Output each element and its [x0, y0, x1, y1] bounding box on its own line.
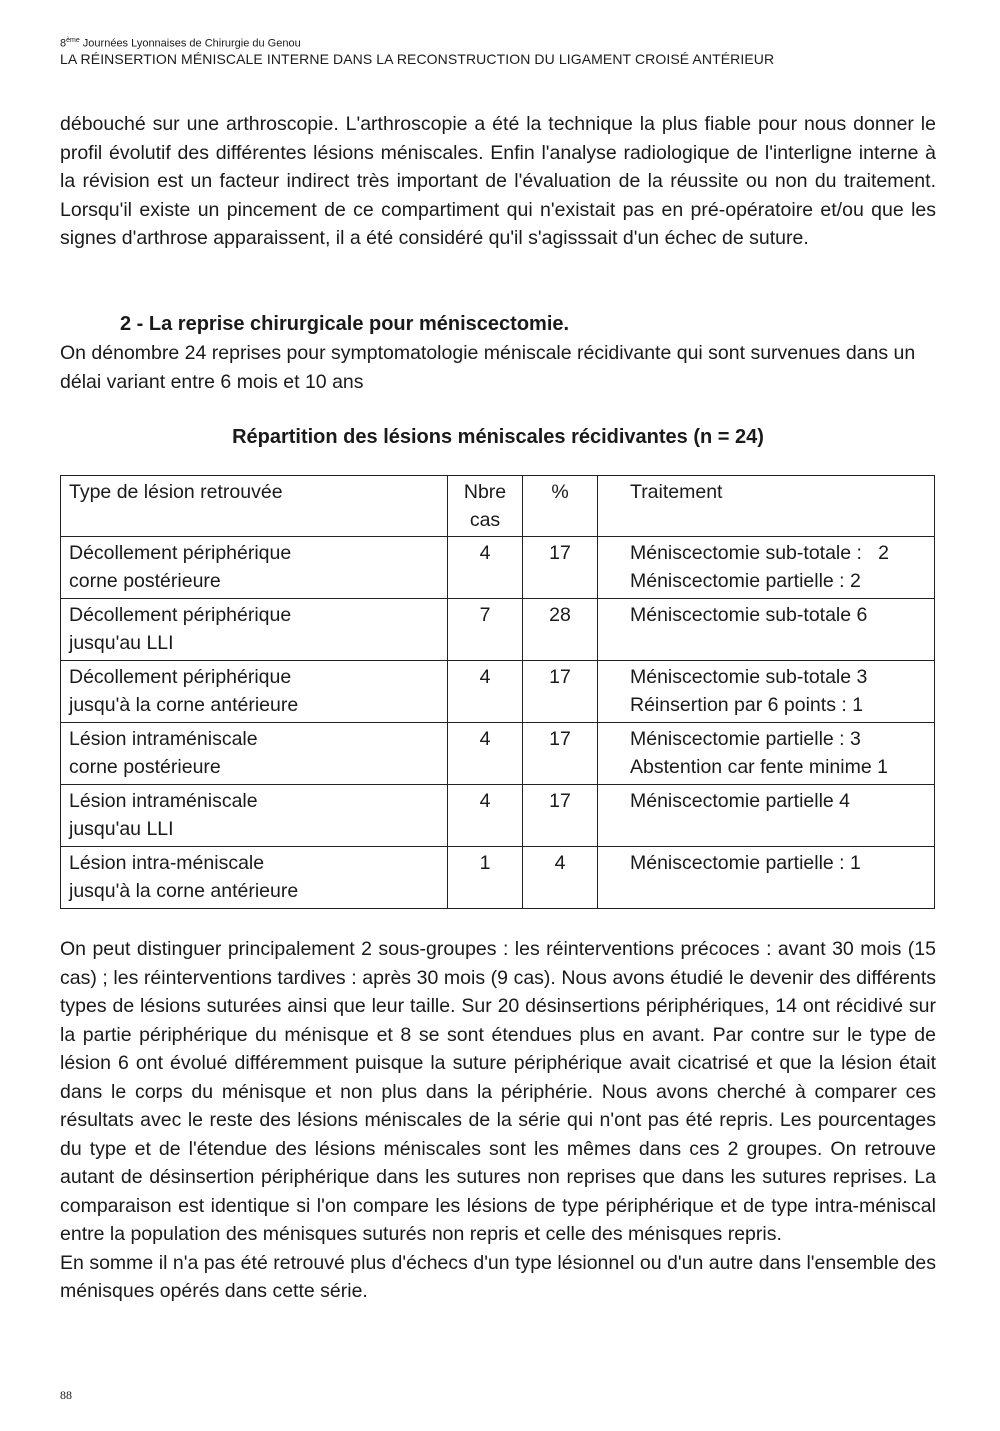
table-row [61, 847, 935, 909]
lesions-table [60, 475, 935, 909]
paragraph-intro: débouché sur une arthroscopie. L'arthroscopie a été la technique la plus fiable pour nous donner le profil évolutif des différentes lésions méniscales. Enfin l'analyse radiologique de l'interligne interne à la révision est un facteur indirect très important de l'évaluation de la réussite ou non du traitement. Lorsqu'il existe un pincement de ce compartiment qui n'existait pas en pré-opératoire et/ou que les signes d'arthrose apparaissent, il a été considéré qu'il s'agisssait d'un échec de suture. [60, 113, 936, 249]
cell-pct: 17 [523, 537, 598, 599]
cell-pct: 17 [523, 785, 598, 847]
cell-nbre: 7 [448, 599, 523, 661]
cell-traitement: Méniscectomie sub-totale 3 Réinsertion par 6 points : 1 [598, 661, 935, 723]
table-title: Répartition des lésions méniscales récidivantes (n = 24) [232, 426, 764, 448]
cell-type: Lésion intraméniscale jusqu'au LLI [61, 785, 448, 847]
cell-traitement: Méniscectomie partielle : 1 [598, 847, 935, 909]
cell-nbre: 4 [448, 661, 523, 723]
header-type: Type de lésion retrouvée [61, 476, 448, 537]
table-row [61, 723, 935, 785]
table-row [61, 661, 935, 723]
table-row [61, 599, 935, 661]
header-traitement: Traitement [598, 476, 935, 537]
table-header-row [61, 476, 935, 537]
cell-traitement: Méniscectomie sub-totale : 2 Méniscectomie partielle : 2 [598, 537, 935, 599]
cell-nbre: 1 [448, 847, 523, 909]
paragraph-conclusion: En somme il n'a pas été retrouvé plus d'échecs d'un type lésionnel ou d'un autre dans l'ensemble des ménisques opérés dans cette série. [60, 1251, 936, 1302]
cell-traitement: Méniscectomie partielle 4 [598, 785, 935, 847]
page-number: 88 [60, 1388, 72, 1402]
cell-nbre: 4 [448, 537, 523, 599]
header-pct: % [523, 476, 598, 537]
cell-pct: 28 [523, 599, 598, 661]
paragraph-reprises: On dénombre 24 reprises pour symptomatologie méniscale récidivante qui sont survenues dans un délai variant entre 6 mois et 10 ans [60, 342, 916, 393]
cell-nbre: 4 [448, 723, 523, 785]
cell-nbre: 4 [448, 785, 523, 847]
cell-traitement: Méniscectomie partielle : 3 Abstention car fente minime 1 [598, 723, 935, 785]
cell-type: Décollement périphérique jusqu'au LLI [61, 599, 448, 661]
cell-type: Décollement périphérique jusqu'à la corne antérieure [61, 661, 448, 723]
cell-type: Lésion intra-méniscale jusqu'à la corne antérieure [61, 847, 448, 909]
cell-pct: 17 [523, 723, 598, 785]
conference-name: 8ème Journées Lyonnaises de Chirurgie du Genou [60, 37, 301, 50]
cell-traitement: Méniscectomie sub-totale 6 [598, 599, 935, 661]
table-row [61, 785, 935, 847]
section-title: 2 - La reprise chirurgicale pour méniscectomie. [120, 313, 570, 335]
paragraph-subgroups: On peut distinguer principalement 2 sous-groupes : les réinterventions précoces : avant 30 mois (15 cas) ; les réinterventions tardives : après 30 mois (9 cas). Nous avons étudié le devenir des différents types de lésions suturées ainsi que leur taille. Sur 20 désinsertions périphériques, 14 ont récidivé sur la partie périphérique du ménisque et 8 se sont étendues plus en avant. Par contre sur le type de lésion 6 ont évolué différemment puisque la suture périphérique avait cicatrisé et que la lésion était dans le corps du ménisque et non plus dans la périphérie. Nous avons cherché à comparer ces résultats avec le reste des lésions méniscales de la série qui n'ont pas été repris. Les pourcentages du type et de l'étendue des lésions méniscales sont les mêmes dans ces 2 groupes. On retrouve autant de désinsertion périphérique dans les sutures non reprises que dans les sutures reprises. La comparaison est identique si l'on compare les lésions de type périphérique et de type intra-méniscal entre la population des ménisques suturés non repris et celle des ménisques repris. [60, 938, 936, 1245]
cell-pct: 17 [523, 661, 598, 723]
cell-type: Lésion intraméniscale corne postérieure [61, 723, 448, 785]
header-nbre: Nbre cas [448, 476, 523, 537]
discussion-block [60, 935, 936, 1306]
cell-type: Décollement périphérique corne postérieure [61, 537, 448, 599]
article-title: LA RÉINSERTION MÉNISCALE INTERNE DANS LA RECONSTRUCTION DU LIGAMENT CROISÉ ANTÉRIEUR [60, 50, 775, 67]
running-header [60, 34, 960, 68]
table-row [61, 537, 935, 599]
cell-pct: 4 [523, 847, 598, 909]
